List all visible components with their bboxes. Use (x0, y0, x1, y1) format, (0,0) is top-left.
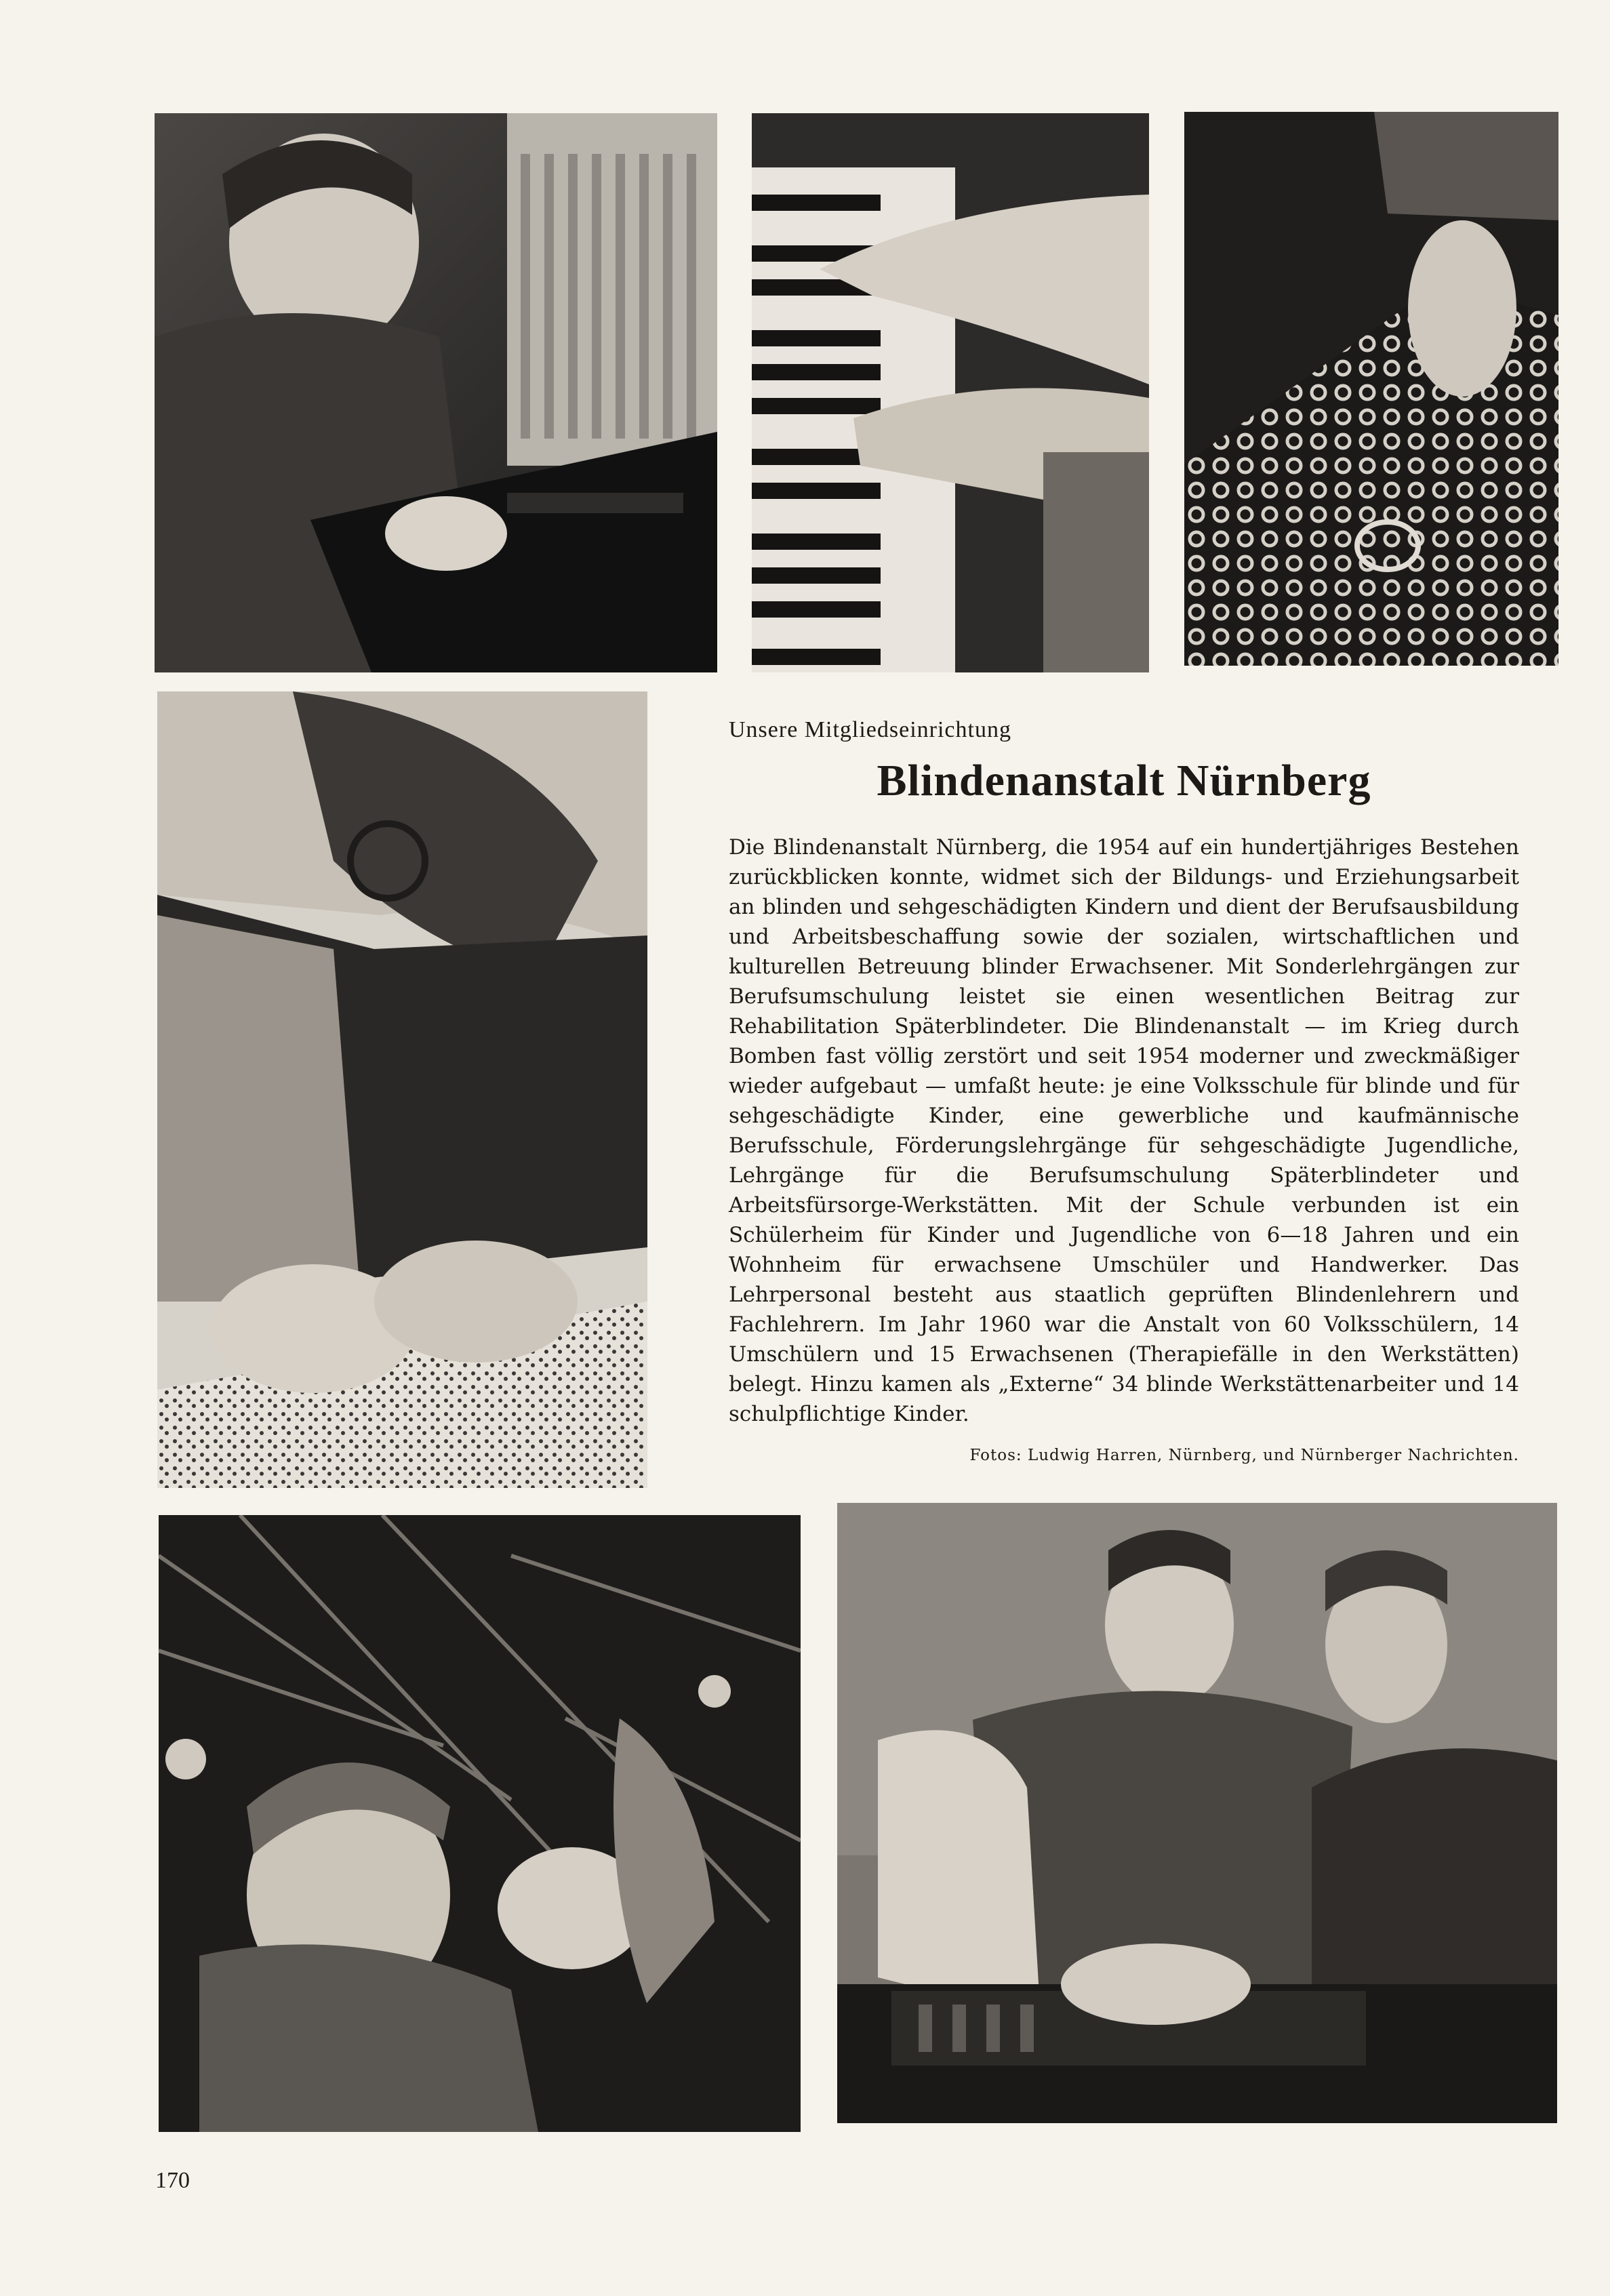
photo-boys-model-train (837, 1503, 1557, 2123)
page-number: 170 (155, 2168, 190, 2193)
photo-boy-typewriter (155, 113, 717, 672)
article (729, 717, 1519, 1464)
article-body: Die Blindenanstalt Nürnberg, die 1954 auf ein hundertjähriges Bestehen zurückblicken konnte, widmet sich der Bildungs- und Erziehungsarbeit an blinden und sehgeschädigten Kindern und dient der Berufsausbildung und Arbeitsbeschaffung sowie der sozialen, wirtschaftlichen und kulturellen Betreuung blinder Erwachsener. Mit Sonderlehrgängen zur Berufsumschulung leistet sie einen wesentlichen Beitrag zur Rehabilitation Späterblindeter. Die Blindenanstalt — im Krieg durch Bomben fast völlig zerstört und seit 1954 moderner und zweckmäßiger wieder aufgebaut — umfaßt heute: je eine Volksschule für blinde und für sehgeschädigte Kinder, eine gewerbliche und kaufmännische Berufsschule, Förderungslehrgänge für sehgeschädigte Jugendliche, Lehrgänge für die Berufsumschulung Späterblindeter und Arbeitsfürsorge-Werkstätten. Mit der Schule verbunden ist ein Schülerheim für Kinder und Jugendliche von 6—18 Jahren und ein Wohnheim für erwachsene Umschüler und Handwerker. Das Lehrpersonal besteht aus staatlich geprüften Blindenlehrern und Fachlehrern. Im Jahr 1960 war die Anstalt von 60 Volksschülern, 14 Umschülern und 15 Erwachsenen (Therapiefälle in den Werkstätten) belegt. Hinzu kamen als „Externe“ 34 blinde Werkstättenarbeiter und 14 schulpflichtige Kinder. (729, 835, 1519, 1426)
photo-hands-weaving (1184, 112, 1558, 666)
article-title: Blindenanstalt Nürnberg (877, 756, 1371, 805)
article-kicker: Unsere Mitgliedseinrichtung (729, 717, 1011, 742)
photo-woman-reading-braille (157, 691, 647, 1488)
photo-credit: Fotos: Ludwig Harren, Nürnberg, und Nürnberger Nachrichten. (969, 1447, 1519, 1464)
photo-hands-piano (752, 113, 1149, 672)
photo-girl-christmas-tree (159, 1515, 801, 2132)
